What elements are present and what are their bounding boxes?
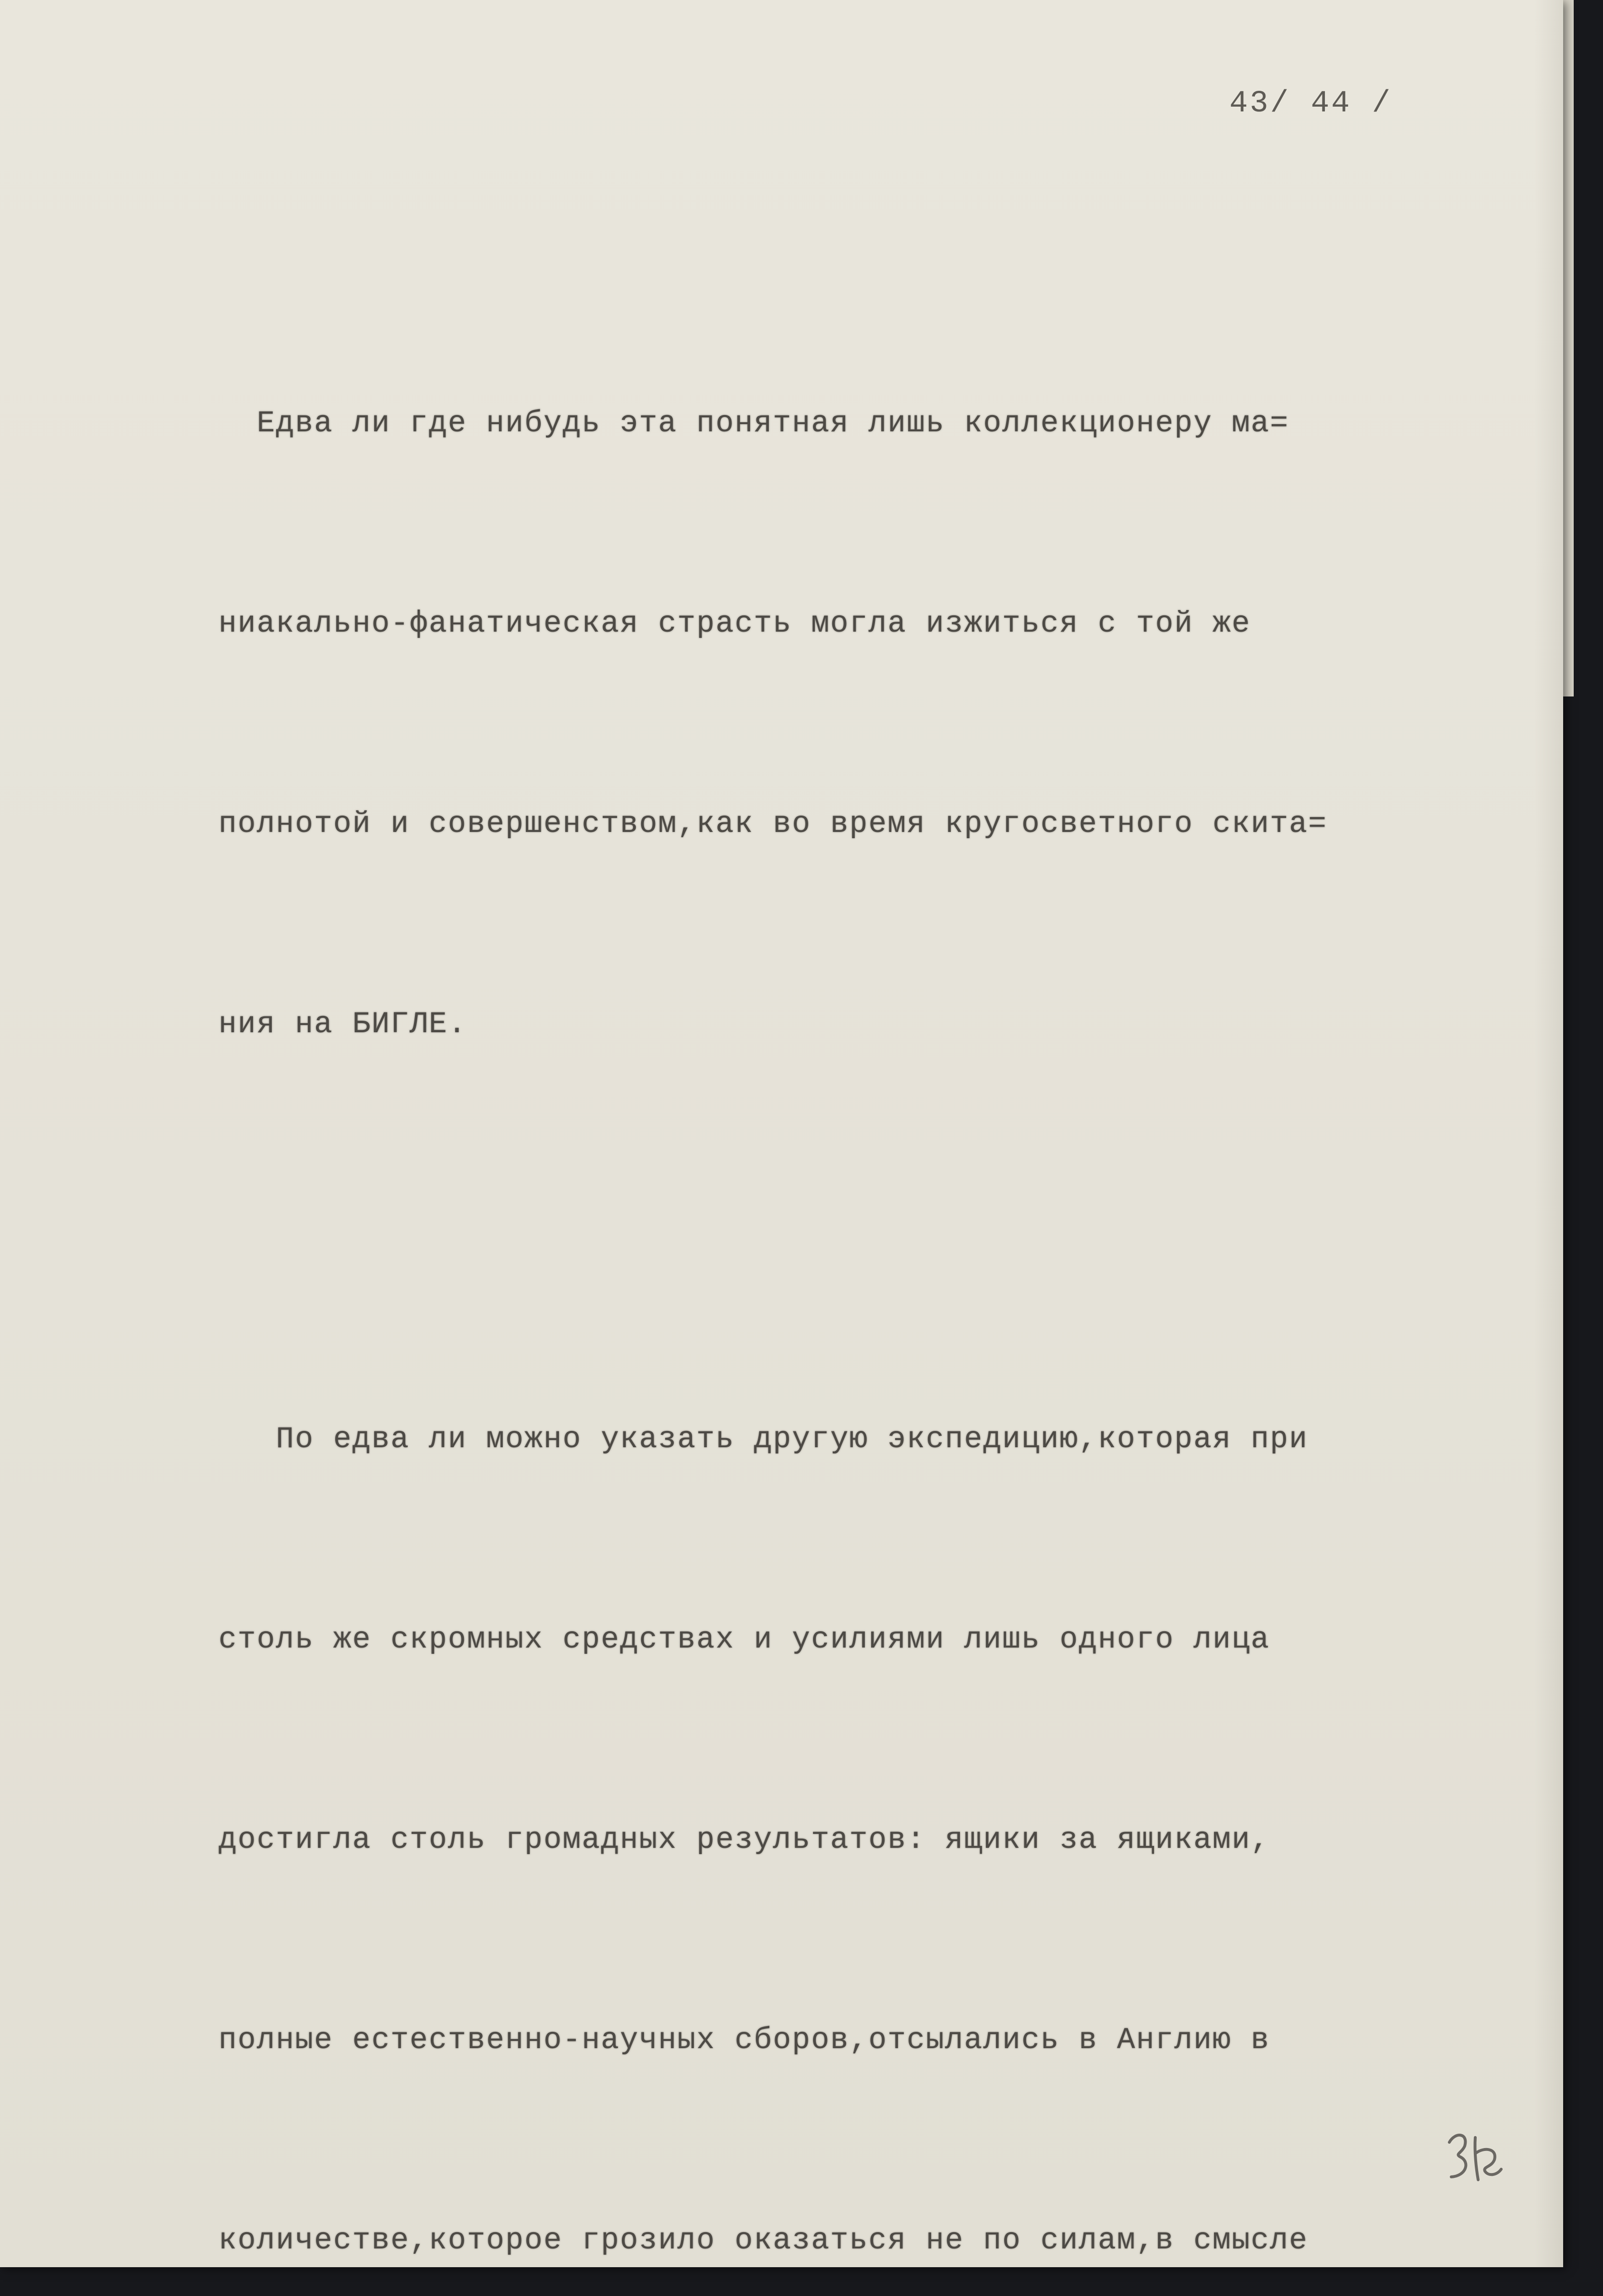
text-line: ниакально-фанатическая страсть могла изжиться с той же: [219, 607, 1251, 641]
handwritten-folio-mark: [1441, 2123, 1508, 2186]
text-line: полные естественно-научных сборов,отсылались в Англию в: [219, 2023, 1270, 2057]
text-line: Едва ли где нибудь эта понятная лишь коллекционеру ма=: [219, 406, 1289, 440]
body-text: [219, 190, 1486, 2267]
text-line: По едва ли можно указать другую экспедицию,которая при: [219, 1422, 1308, 1456]
text-line: столь же скромных средствах и усилиями лишь одного лица: [219, 1623, 1270, 1657]
text-line: количестве,которое грозило оказаться не по силам,в смысле: [219, 2223, 1308, 2258]
text-line: достигла столь громадных результатов: ящики за ящиками,: [219, 1823, 1270, 1857]
text-line: полнотой и совершенством,как во время кругосветного скита=: [219, 807, 1327, 841]
text-line: ния на БИГЛЕ.: [219, 1007, 467, 1041]
page-number: 43/ 44 /: [1229, 86, 1393, 121]
paragraph-gap: [219, 1191, 1486, 1206]
underlying-page-edge: [1563, 0, 1574, 696]
